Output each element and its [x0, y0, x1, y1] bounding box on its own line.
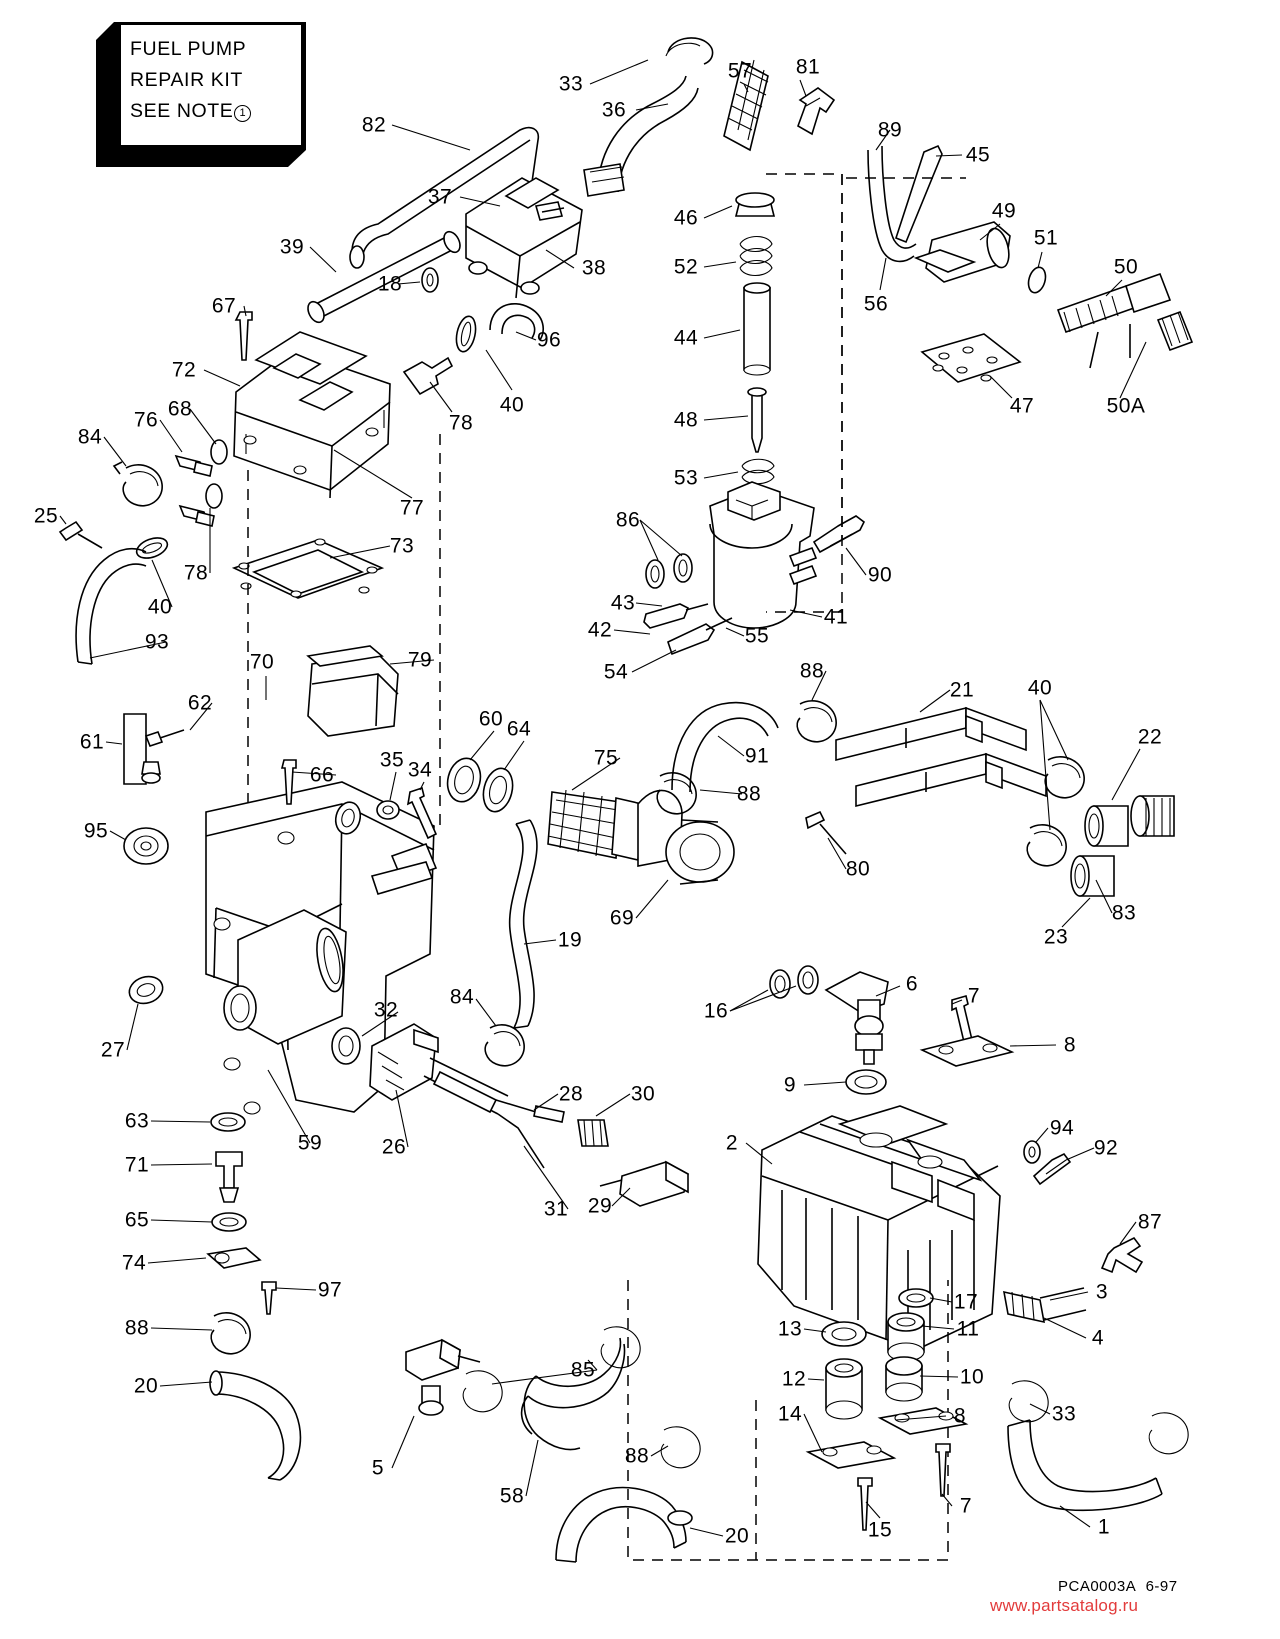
- callout-73: 73: [389, 534, 415, 558]
- callout-47: 47: [1009, 394, 1035, 418]
- callout-19: 19: [557, 928, 583, 952]
- callout-43: 43: [610, 591, 636, 615]
- callout-84b: 84: [449, 985, 475, 1009]
- callout-28: 28: [558, 1082, 584, 1106]
- callout-79: 79: [407, 648, 433, 672]
- callout-20b: 20: [724, 1524, 750, 1548]
- callout-66: 66: [309, 763, 335, 787]
- callout-29: 29: [587, 1194, 613, 1218]
- callout-86: 86: [615, 508, 641, 532]
- callout-1: 1: [1097, 1515, 1111, 1539]
- callout-82: 82: [361, 113, 387, 137]
- callout-78b: 78: [183, 561, 209, 585]
- callout-38: 38: [581, 256, 607, 280]
- callout-11: 11: [956, 1317, 980, 1341]
- callout-74: 74: [121, 1251, 147, 1275]
- callout-83: 83: [1111, 901, 1137, 925]
- callout-9: 9: [783, 1073, 797, 1097]
- callout-23: 23: [1043, 925, 1069, 949]
- callout-87: 87: [1137, 1210, 1163, 1234]
- callout-40a: 40: [499, 393, 525, 417]
- callout-41: 41: [823, 605, 849, 629]
- watermark: www.partsatalog.ru: [990, 1596, 1139, 1615]
- callout-54: 54: [603, 660, 629, 684]
- callout-14: 14: [777, 1402, 803, 1426]
- callout-45: 45: [965, 143, 991, 167]
- callout-70: 70: [249, 650, 275, 674]
- callout-85: 85: [570, 1358, 596, 1382]
- callout-31: 31: [543, 1197, 569, 1221]
- callout-4: 4: [1091, 1326, 1105, 1350]
- callout-52: 52: [673, 255, 699, 279]
- callout-91: 91: [744, 744, 770, 768]
- callout-58: 58: [499, 1484, 525, 1508]
- callout-88d: 88: [624, 1444, 650, 1468]
- callout-6: 6: [905, 972, 919, 996]
- callout-60: 60: [478, 707, 504, 731]
- callout-89: 89: [877, 118, 903, 142]
- callout-62: 62: [187, 691, 213, 715]
- callout-72: 72: [171, 358, 197, 382]
- callout-63: 63: [124, 1109, 150, 1133]
- callout-32: 32: [373, 998, 399, 1022]
- callout-49: 49: [991, 199, 1017, 223]
- callout-25: 25: [33, 504, 59, 528]
- callout-56: 56: [863, 292, 889, 316]
- callout-92: 92: [1093, 1136, 1119, 1160]
- callout-16: 16: [703, 999, 729, 1023]
- callout-18: 18: [377, 272, 403, 296]
- callout-33b: 33: [1051, 1402, 1077, 1426]
- callout-68: 68: [167, 397, 193, 421]
- note-line-1: FUEL PUMP: [130, 38, 247, 60]
- callout-10: 10: [959, 1365, 985, 1389]
- callout-69: 69: [609, 906, 635, 930]
- callout-84a: 84: [77, 425, 103, 449]
- callout-90: 90: [867, 563, 893, 587]
- callout-44: 44: [673, 326, 699, 350]
- callout-55: 55: [744, 624, 770, 648]
- callout-64: 64: [506, 717, 532, 741]
- callout-27: 27: [100, 1038, 126, 1062]
- callout-57: 57: [727, 59, 753, 83]
- callout-65: 65: [124, 1208, 150, 1232]
- callout-93: 93: [144, 630, 170, 654]
- callout-48: 48: [673, 408, 699, 432]
- callout-40c: 40: [1027, 676, 1053, 700]
- callout-71: 71: [124, 1153, 150, 1177]
- callout-34: 34: [407, 758, 433, 782]
- callout-61: 61: [79, 730, 105, 754]
- callout-53: 53: [673, 466, 699, 490]
- callout-7a: 7: [967, 984, 981, 1008]
- callout-42: 42: [587, 618, 613, 642]
- callout-35: 35: [379, 748, 405, 772]
- callout-88c: 88: [124, 1316, 150, 1340]
- callout-88b: 88: [736, 782, 762, 806]
- callout-46: 46: [673, 206, 699, 230]
- callout-30: 30: [630, 1082, 656, 1106]
- note-line-3: SEE NOTE 1: [130, 96, 300, 127]
- callout-15: 15: [867, 1518, 893, 1542]
- note-line-2: REPAIR KIT: [130, 69, 243, 91]
- callout-12: 12: [781, 1367, 807, 1391]
- callout-26: 26: [381, 1135, 407, 1159]
- callout-88a: 88: [799, 659, 825, 683]
- callout-7b: 7: [959, 1494, 973, 1518]
- callout-21: 21: [949, 678, 975, 702]
- callout-94: 94: [1049, 1116, 1075, 1140]
- callout-80: 80: [845, 857, 871, 881]
- callout-2: 2: [725, 1131, 739, 1155]
- callout-37: 37: [427, 185, 453, 209]
- callout-17: 17: [953, 1290, 979, 1314]
- drawing-number: PCA0003A 6-97: [1058, 1578, 1178, 1595]
- callout-20a: 20: [133, 1374, 159, 1398]
- callout-59: 59: [297, 1131, 323, 1155]
- callout-22: 22: [1137, 725, 1163, 749]
- callout-39: 39: [279, 235, 305, 259]
- callout-96: 96: [536, 328, 562, 352]
- callout-3: 3: [1095, 1280, 1109, 1304]
- callout-67: 67: [211, 294, 237, 318]
- callout-50: 50: [1113, 255, 1139, 279]
- callout-5: 5: [371, 1456, 385, 1480]
- callout-40b: 40: [147, 595, 173, 619]
- callout-13: 13: [777, 1317, 803, 1341]
- callout-97: 97: [317, 1278, 343, 1302]
- callout-8b: 8: [953, 1404, 967, 1428]
- callout-76: 76: [133, 408, 159, 432]
- callout-75: 75: [593, 746, 619, 770]
- callout-33a: 33: [558, 72, 584, 96]
- callout-78a: 78: [448, 411, 474, 435]
- callout-95: 95: [83, 819, 109, 843]
- callout-81: 81: [795, 55, 821, 79]
- note-reference-icon: 1: [234, 105, 251, 122]
- callout-50A: 50A: [1106, 394, 1146, 418]
- callout-36: 36: [601, 98, 627, 122]
- callout-8a: 8: [1063, 1033, 1077, 1057]
- callout-77: 77: [399, 496, 425, 520]
- callout-51: 51: [1033, 226, 1059, 250]
